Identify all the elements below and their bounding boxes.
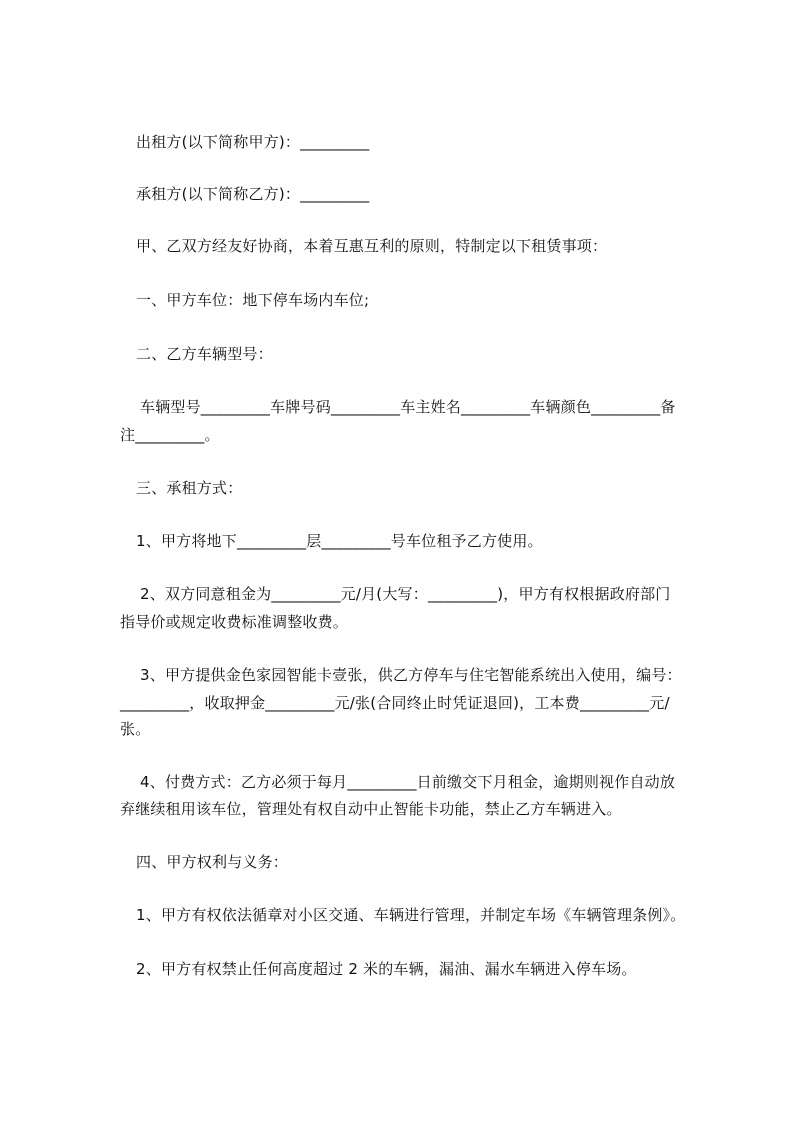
clause-3-4-line-1: 4、付费方式：乙方必须于每月_________日前缴交下月租金，逾期则视作自动放	[140, 773, 676, 791]
clause-4-1: 1、甲方有权依法循章对小区交通、车辆进行管理，并制定车场《车辆管理条例》。	[136, 906, 686, 924]
clause-3-4-line-2: 弃继续租用该车位，管理处有权自动中止智能卡功能，禁止乙方车辆进入。	[120, 800, 622, 818]
section-1-parking-space: 一、甲方车位：地下停车场内车位;	[136, 291, 370, 309]
clause-3-3-line-2: _________，收取押金_________元/张(合同终止时凭证退回)，工本费_________元/	[120, 694, 670, 712]
clause-4-2: 2、甲方有权禁止任何高度超过 2 米的车辆，漏油、漏水车辆进入停车场。	[136, 960, 637, 978]
section-3-heading: 三、承租方式：	[136, 479, 243, 497]
clause-3-3-line-3: 张。	[120, 720, 151, 738]
section-2-heading: 二、乙方车辆型号：	[136, 345, 273, 363]
preamble-paragraph: 甲、乙双方经友好协商，本着互惠互利的原则，特制定以下租赁事项：	[136, 237, 608, 255]
lessor-line: 出租方(以下简称甲方)：_________	[136, 133, 370, 151]
clause-3-2-line-1: 2、双方同意租金为_________元/月(大写：_________)，甲方有权根据政府部门	[140, 585, 671, 603]
clause-3-3-line-1: 3、甲方提供金色家园智能卡壹张，供乙方停车与住宅智能系统出入使用，编号：	[140, 666, 682, 684]
section-4-heading: 四、甲方权利与义务：	[136, 853, 289, 871]
clause-3-1: 1、甲方将地下_________层_________号车位租予乙方使用。	[136, 532, 543, 550]
vehicle-info-line-1: 车辆型号_________车牌号码_________车主姓名_________车辆颜色_________备	[140, 398, 676, 416]
vehicle-info-line-2: 注_________。	[120, 426, 220, 444]
clause-3-2-line-2: 指导价或规定收费标准调整收费。	[120, 613, 349, 631]
lessee-line: 承租方(以下简称乙方)：_________	[136, 185, 370, 203]
